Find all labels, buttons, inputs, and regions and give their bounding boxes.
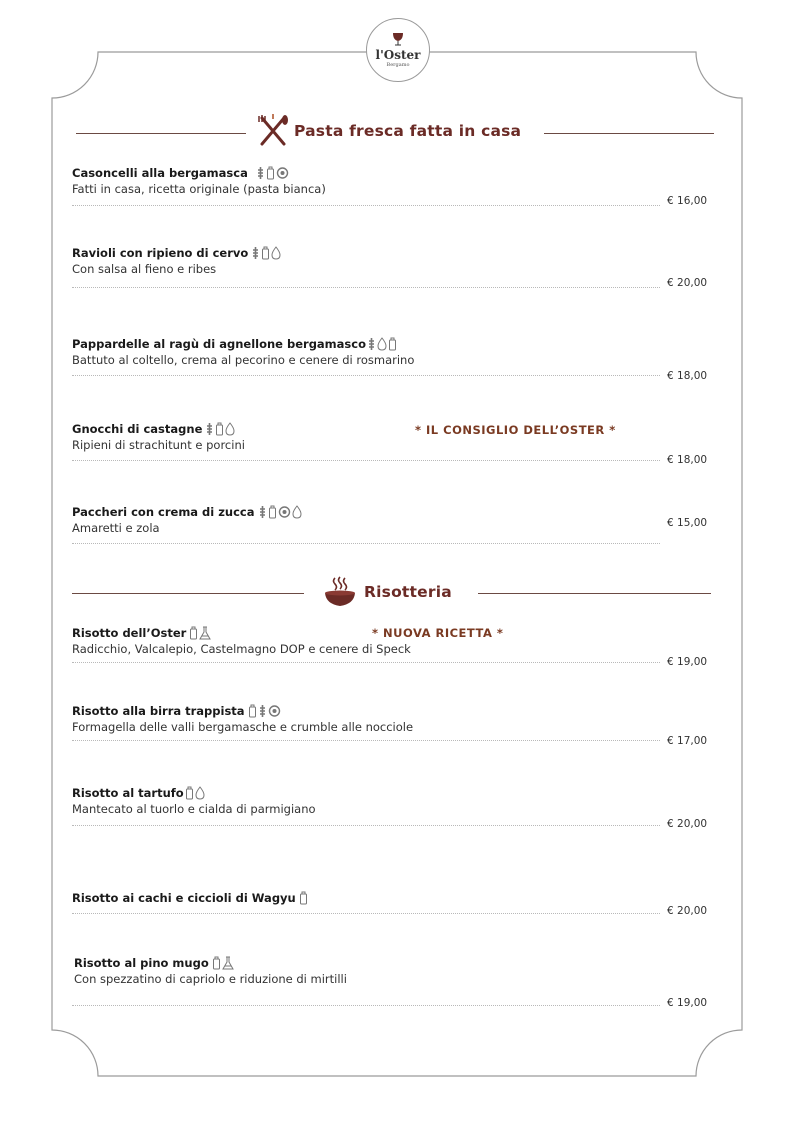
section-rule-right xyxy=(478,593,711,594)
dish-price: € 20,00 xyxy=(667,277,708,289)
logo-name: l'Oster xyxy=(375,48,421,62)
nuts-icon xyxy=(268,704,281,718)
dish-price: € 15,00 xyxy=(667,517,708,529)
section-title: Risotteria xyxy=(364,583,452,601)
dish-price: € 18,00 xyxy=(667,370,708,382)
price-leader xyxy=(72,543,660,544)
allergen-icons xyxy=(367,337,397,351)
egg-icon xyxy=(377,337,387,351)
dish-description: Radicchio, Valcalepio, Castelmagno DOP e cenere di Speck xyxy=(72,642,411,656)
section-header-risotteria xyxy=(323,576,452,608)
dish-item xyxy=(72,786,316,816)
price-leader xyxy=(72,913,660,914)
dish-item xyxy=(72,422,245,452)
milk-icon xyxy=(189,626,198,640)
milk-icon xyxy=(185,786,194,800)
allergen-icons xyxy=(212,956,234,970)
dish-price: € 19,00 xyxy=(667,656,708,668)
gluten-icon xyxy=(367,337,376,351)
chef-recommendation-note: * IL CONSIGLIO DELL’OSTER * xyxy=(415,423,616,437)
allergen-icons xyxy=(189,626,211,640)
dish-description: Fatti in casa, ricetta originale (pasta bianca) xyxy=(72,182,326,196)
dish-description: Amaretti e zola xyxy=(72,521,160,535)
egg-icon xyxy=(225,422,235,436)
milk-icon xyxy=(261,246,270,260)
allergen-icons xyxy=(205,422,235,436)
milk-icon xyxy=(215,422,224,436)
crossed-cutlery-icon xyxy=(256,114,290,148)
section-rule-right xyxy=(544,133,714,134)
allergen-icons xyxy=(248,704,281,718)
dish-description: Ripieni di strachitunt e porcini xyxy=(72,438,245,452)
dish-price: € 20,00 xyxy=(667,818,708,830)
price-leader xyxy=(72,1005,660,1006)
dish-item xyxy=(74,956,347,986)
milk-icon xyxy=(266,166,275,180)
section-rule-left xyxy=(76,133,246,134)
allergen-icons xyxy=(256,166,289,180)
dish-item xyxy=(72,246,281,276)
gluten-icon xyxy=(258,704,267,718)
egg-icon xyxy=(271,246,281,260)
new-recipe-note: * NUOVA RICETTA * xyxy=(372,626,504,640)
dish-name: Risotto alla birra trappista xyxy=(72,704,245,718)
dish-price: € 19,00 xyxy=(667,997,708,1009)
price-leader xyxy=(72,287,660,288)
dish-description: Formagella delle valli bergamasche e crumble alle nocciole xyxy=(72,720,414,734)
allergen-icons xyxy=(299,891,308,905)
gluten-icon xyxy=(258,505,267,519)
allergen-icons xyxy=(251,246,281,260)
dish-name: Gnocchi di castagne xyxy=(72,422,203,436)
egg-icon xyxy=(292,505,302,519)
milk-icon xyxy=(388,337,397,351)
wine-glass-icon xyxy=(389,32,407,46)
gluten-icon xyxy=(205,422,214,436)
section-header-pasta xyxy=(256,114,521,148)
dish-item xyxy=(72,704,413,734)
price-leader xyxy=(72,375,660,376)
dish-name: Pappardelle al ragù di agnellone bergamasco xyxy=(72,337,366,351)
dish-description: Con spezzatino di capriolo e riduzione di mirtilli xyxy=(74,972,347,986)
allergen-icons xyxy=(258,505,302,519)
milk-icon xyxy=(299,891,308,905)
dish-description: Con salsa al fieno e ribes xyxy=(72,262,217,276)
dish-description: Battuto al coltello, crema al pecorino e cenere di rosmarino xyxy=(72,353,415,367)
dish-price: € 20,00 xyxy=(667,905,708,917)
dish-name: Risotto al tartufo xyxy=(72,786,184,800)
bowl-icon xyxy=(323,576,357,608)
dish-item xyxy=(72,891,308,905)
dish-name: Risotto ai cachi e ciccioli di Wagyu xyxy=(72,891,296,905)
dish-name: Risotto dell’Oster xyxy=(72,626,187,640)
milk-icon xyxy=(248,704,257,718)
price-leader xyxy=(72,460,660,461)
dish-name: Paccheri con crema di zucca xyxy=(72,505,255,519)
price-leader xyxy=(72,205,660,206)
allergen-icons xyxy=(185,786,205,800)
dish-item xyxy=(72,166,326,196)
dish-price: € 17,00 xyxy=(667,735,708,747)
dish-price: € 18,00 xyxy=(667,454,708,466)
price-leader xyxy=(72,825,660,826)
dish-description: Mantecato al tuorlo e cialda di parmigiano xyxy=(72,802,316,816)
sulphite-icon xyxy=(199,626,211,640)
celery-icon xyxy=(276,166,289,180)
dish-item xyxy=(72,626,411,656)
dish-item xyxy=(72,337,414,367)
egg-icon xyxy=(195,786,205,800)
logo-subtitle: Bergamo xyxy=(386,62,410,68)
milk-icon xyxy=(212,956,221,970)
dish-name: Casoncelli alla bergamasca xyxy=(72,166,248,180)
sulphite-icon xyxy=(222,956,234,970)
milk-icon xyxy=(268,505,277,519)
dish-item xyxy=(72,505,302,535)
gluten-icon xyxy=(256,166,265,180)
price-leader xyxy=(72,662,660,663)
dish-name: Ravioli con ripieno di cervo xyxy=(72,246,249,260)
price-leader xyxy=(72,740,660,741)
dish-price: € 16,00 xyxy=(667,195,708,207)
gluten-icon xyxy=(251,246,260,260)
celery-icon xyxy=(278,505,291,519)
dish-name: Risotto al pino mugo xyxy=(74,956,209,970)
restaurant-logo xyxy=(366,18,430,82)
section-rule-left xyxy=(72,593,304,594)
section-title: Pasta fresca fatta in casa xyxy=(294,122,522,140)
